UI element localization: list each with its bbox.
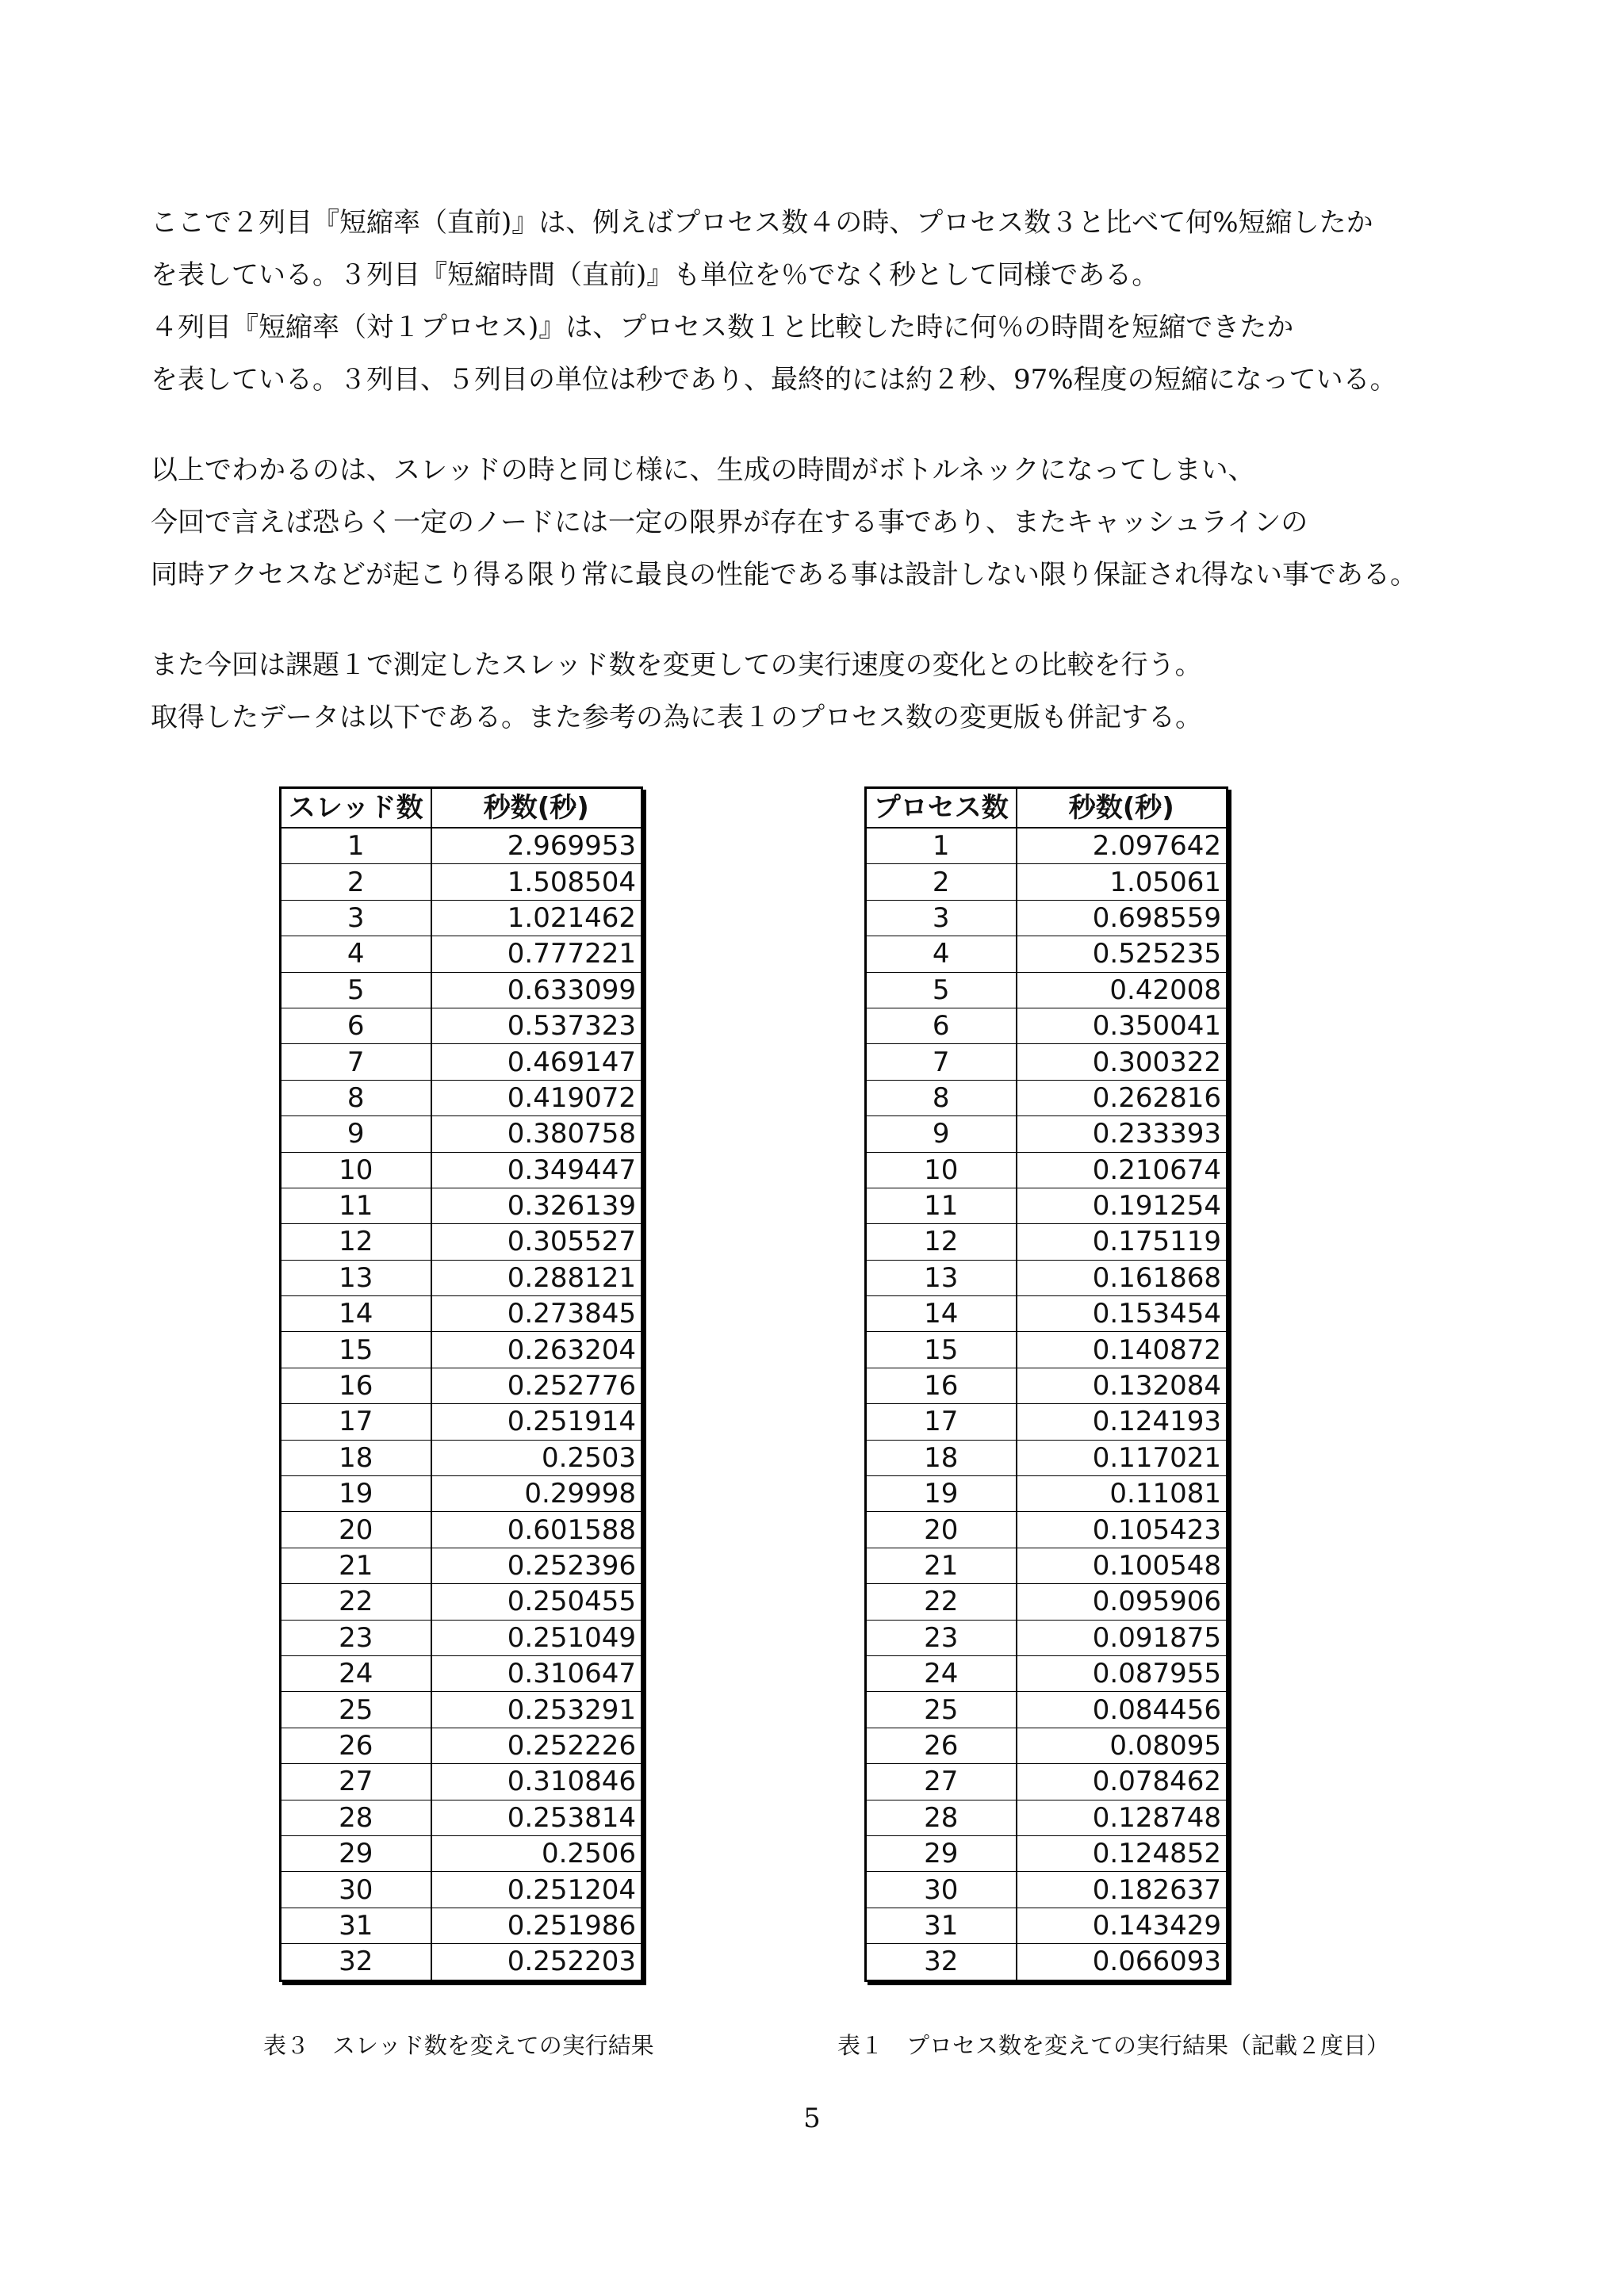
- table-row: [281, 1152, 642, 1188]
- count-cell: 10: [281, 1152, 431, 1188]
- seconds-cell: 0.310647: [431, 1655, 642, 1691]
- seconds-cell: 0.469147: [431, 1044, 642, 1080]
- table-row: [281, 1800, 642, 1835]
- seconds-cell: 0.084456: [1017, 1692, 1228, 1728]
- seconds-cell: 0.326139: [431, 1188, 642, 1223]
- seconds-cell: 0.263204: [431, 1332, 642, 1368]
- count-cell: 32: [866, 1944, 1017, 1980]
- table-row: [866, 972, 1228, 1008]
- text-line: ４列目『短縮率（対１プロセス)』は、プロセス数１と比較した時に何％の時間を短縮できたか: [151, 312, 1294, 343]
- text-line: 以上でわかるのは、スレッドの時と同じ様に、生成の時間がボトルネックになってしまい、: [151, 454, 1255, 486]
- seconds-cell: 0.105423: [1017, 1512, 1228, 1548]
- table-row: [281, 1908, 642, 1943]
- count-cell: 12: [281, 1224, 431, 1260]
- seconds-cell: 0.698559: [1017, 900, 1228, 936]
- text-line: 取得したデータは以下である。また参考の為に表１のプロセス数の変更版も併記する。: [151, 702, 1202, 733]
- table-row: [281, 1260, 642, 1295]
- table-row: [866, 828, 1228, 864]
- count-cell: 9: [866, 1116, 1017, 1152]
- page-number: 5: [803, 2103, 821, 2134]
- process-count-table: [864, 786, 1228, 1982]
- count-cell: 22: [866, 1584, 1017, 1620]
- table-row: [281, 1944, 642, 1980]
- seconds-cell: 0.288121: [431, 1260, 642, 1295]
- seconds-cell: 0.349447: [431, 1152, 642, 1188]
- text-line: を表している。３列目『短縮時間（直前)』も単位を％でなく秒として同様である。: [151, 259, 1159, 291]
- table-row: [866, 1944, 1228, 1980]
- count-cell: 19: [281, 1476, 431, 1512]
- text-line: また今回は課題１で測定したスレッド数を変更しての実行速度の変化との比較を行う。: [151, 649, 1202, 681]
- count-cell: 23: [866, 1620, 1017, 1655]
- paragraph-bottleneck-discussion: [151, 444, 1515, 601]
- seconds-cell: 0.140872: [1017, 1332, 1228, 1368]
- seconds-cell: 0.143429: [1017, 1908, 1228, 1943]
- table-row: [281, 936, 642, 972]
- seconds-cell: 1.508504: [431, 864, 642, 900]
- table-row: [281, 1655, 642, 1691]
- seconds-cell: 1.021462: [431, 900, 642, 936]
- count-cell: 28: [866, 1800, 1017, 1835]
- seconds-cell: 0.250455: [431, 1584, 642, 1620]
- seconds-cell: 0.525235: [1017, 936, 1228, 972]
- seconds-cell: 0.42008: [1017, 972, 1228, 1008]
- table-row: [281, 1692, 642, 1728]
- table-row: [866, 1835, 1228, 1871]
- count-cell: 14: [866, 1296, 1017, 1332]
- count-cell: 16: [866, 1368, 1017, 1403]
- text-line: を表している。３列目、５列目の単位は秒であり、最終的には約２秒、97%程度の短縮になっている。: [151, 364, 1397, 396]
- count-cell: 18: [866, 1440, 1017, 1475]
- column-header-seconds: 秒数(秒): [431, 788, 642, 828]
- count-cell: 29: [866, 1835, 1017, 1871]
- seconds-cell: 0.117021: [1017, 1440, 1228, 1475]
- seconds-cell: 0.777221: [431, 936, 642, 972]
- table-row: [866, 1692, 1228, 1728]
- seconds-cell: 1.05061: [1017, 864, 1228, 900]
- table-row: [866, 1908, 1228, 1943]
- table-row: [866, 1655, 1228, 1691]
- table-row: [866, 1080, 1228, 1115]
- seconds-cell: 0.182637: [1017, 1872, 1228, 1908]
- table-row: [866, 936, 1228, 972]
- count-cell: 5: [866, 972, 1017, 1008]
- table-row: [281, 1764, 642, 1800]
- table-row: [281, 864, 642, 900]
- count-cell: 18: [281, 1440, 431, 1475]
- seconds-cell: 0.252203: [431, 1944, 642, 1980]
- table-row: [281, 828, 642, 864]
- seconds-cell: 0.273845: [431, 1296, 642, 1332]
- seconds-cell: 0.419072: [431, 1080, 642, 1115]
- seconds-cell: 0.087955: [1017, 1655, 1228, 1691]
- table-row: [281, 1224, 642, 1260]
- count-cell: 8: [866, 1080, 1017, 1115]
- count-cell: 1: [281, 828, 431, 864]
- count-cell: 2: [281, 864, 431, 900]
- seconds-cell: 0.305527: [431, 1224, 642, 1260]
- count-cell: 26: [866, 1728, 1017, 1763]
- count-cell: 5: [281, 972, 431, 1008]
- table-row: [866, 1044, 1228, 1080]
- count-cell: 17: [281, 1404, 431, 1440]
- seconds-cell: 0.233393: [1017, 1116, 1228, 1152]
- count-cell: 21: [281, 1548, 431, 1583]
- table-row: [866, 1296, 1228, 1332]
- seconds-cell: 0.253291: [431, 1692, 642, 1728]
- column-header-thread-count: スレッド数: [281, 788, 431, 828]
- table-row: [281, 1835, 642, 1871]
- table-row: [281, 1440, 642, 1475]
- count-cell: 1: [866, 828, 1017, 864]
- table-row: [866, 1368, 1228, 1403]
- table-row: [281, 1080, 642, 1115]
- count-cell: 11: [866, 1188, 1017, 1223]
- table-row: [866, 1224, 1228, 1260]
- count-cell: 6: [866, 1008, 1017, 1043]
- seconds-cell: 0.095906: [1017, 1584, 1228, 1620]
- paragraph-reduction-explanation: [151, 197, 1515, 406]
- count-cell: 27: [866, 1764, 1017, 1800]
- seconds-cell: 0.210674: [1017, 1152, 1228, 1188]
- count-cell: 31: [281, 1908, 431, 1943]
- count-cell: 13: [281, 1260, 431, 1295]
- table-row: [866, 1548, 1228, 1583]
- count-cell: 6: [281, 1008, 431, 1043]
- count-cell: 25: [281, 1692, 431, 1728]
- count-cell: 8: [281, 1080, 431, 1115]
- count-cell: 11: [281, 1188, 431, 1223]
- seconds-cell: 0.091875: [1017, 1620, 1228, 1655]
- count-cell: 7: [866, 1044, 1017, 1080]
- table-row: [866, 1440, 1228, 1475]
- column-header-process-count: プロセス数: [866, 788, 1017, 828]
- text-line: 同時アクセスなどが起こり得る限り常に最良の性能である事は設計しない限り保証され得ない事である。: [151, 559, 1417, 591]
- count-cell: 10: [866, 1152, 1017, 1188]
- seconds-cell: 0.310846: [431, 1764, 642, 1800]
- table-row: [866, 1008, 1228, 1043]
- table-row: [866, 1260, 1228, 1295]
- seconds-cell: 0.251914: [431, 1404, 642, 1440]
- count-cell: 15: [281, 1332, 431, 1368]
- seconds-cell: 0.2506: [431, 1835, 642, 1871]
- table-row: [281, 1584, 642, 1620]
- table-row: [281, 1404, 642, 1440]
- table-row: [866, 1476, 1228, 1512]
- seconds-cell: 0.08095: [1017, 1728, 1228, 1763]
- table-row: [281, 1116, 642, 1152]
- count-cell: 22: [281, 1584, 431, 1620]
- count-cell: 4: [281, 936, 431, 972]
- count-cell: 26: [281, 1728, 431, 1763]
- table-row: [866, 1512, 1228, 1548]
- seconds-cell: 0.191254: [1017, 1188, 1228, 1223]
- table-row: [866, 1116, 1228, 1152]
- table-row: [866, 1332, 1228, 1368]
- count-cell: 17: [866, 1404, 1017, 1440]
- table-caption-thread: 表３ スレッド数を変えての実行結果: [263, 2032, 654, 2059]
- count-cell: 21: [866, 1548, 1017, 1583]
- seconds-cell: 0.11081: [1017, 1476, 1228, 1512]
- seconds-cell: 0.078462: [1017, 1764, 1228, 1800]
- count-cell: 23: [281, 1620, 431, 1655]
- count-cell: 9: [281, 1116, 431, 1152]
- table-row: [281, 1368, 642, 1403]
- count-cell: 30: [866, 1872, 1017, 1908]
- seconds-cell: 0.251049: [431, 1620, 642, 1655]
- seconds-cell: 0.29998: [431, 1476, 642, 1512]
- count-cell: 29: [281, 1835, 431, 1871]
- table-header-row: [866, 788, 1228, 828]
- count-cell: 13: [866, 1260, 1017, 1295]
- paragraph-comparison-intro: [151, 639, 1515, 744]
- seconds-cell: 0.633099: [431, 972, 642, 1008]
- table-caption-process: 表１ プロセス数を変えての実行結果（記載２度目）: [837, 2032, 1390, 2059]
- seconds-cell: 0.350041: [1017, 1008, 1228, 1043]
- table-row: [281, 1008, 642, 1043]
- text-line: 今回で言えば恐らく一定のノードには一定の限界が存在する事であり、またキャッシュラインの: [151, 507, 1308, 538]
- count-cell: 30: [281, 1872, 431, 1908]
- seconds-cell: 0.124852: [1017, 1835, 1228, 1871]
- count-cell: 4: [866, 936, 1017, 972]
- table-row: [866, 1764, 1228, 1800]
- table-row: [866, 864, 1228, 900]
- count-cell: 12: [866, 1224, 1017, 1260]
- seconds-cell: 0.251986: [431, 1908, 642, 1943]
- table-row: [866, 1872, 1228, 1908]
- table-row: [866, 1152, 1228, 1188]
- count-cell: 28: [281, 1800, 431, 1835]
- process-table-body: [866, 828, 1228, 1980]
- seconds-cell: 0.100548: [1017, 1548, 1228, 1583]
- table-row: [281, 1548, 642, 1583]
- count-cell: 24: [281, 1655, 431, 1691]
- seconds-cell: 0.262816: [1017, 1080, 1228, 1115]
- seconds-cell: 0.300322: [1017, 1044, 1228, 1080]
- count-cell: 19: [866, 1476, 1017, 1512]
- table-row: [866, 1584, 1228, 1620]
- count-cell: 31: [866, 1908, 1017, 1943]
- table-row: [866, 1404, 1228, 1440]
- table-row: [281, 1296, 642, 1332]
- table-row: [281, 1872, 642, 1908]
- seconds-cell: 0.128748: [1017, 1800, 1228, 1835]
- column-header-seconds: 秒数(秒): [1017, 788, 1228, 828]
- text-line: ここで２列目『短縮率（直前)』は、例えばプロセス数４の時、プロセス数３と比べて何%短縮したか: [151, 207, 1373, 239]
- count-cell: 3: [866, 900, 1017, 936]
- thread-count-table: [279, 786, 643, 1982]
- count-cell: 14: [281, 1296, 431, 1332]
- count-cell: 20: [281, 1512, 431, 1548]
- seconds-cell: 0.601588: [431, 1512, 642, 1548]
- table-row: [281, 1512, 642, 1548]
- table-row: [281, 1332, 642, 1368]
- count-cell: 24: [866, 1655, 1017, 1691]
- seconds-cell: 0.537323: [431, 1008, 642, 1043]
- count-cell: 15: [866, 1332, 1017, 1368]
- table-row: [281, 972, 642, 1008]
- seconds-cell: 0.175119: [1017, 1224, 1228, 1260]
- seconds-cell: 0.161868: [1017, 1260, 1228, 1295]
- seconds-cell: 0.124193: [1017, 1404, 1228, 1440]
- table-row: [281, 900, 642, 936]
- table-row: [281, 1620, 642, 1655]
- table-header-row: [281, 788, 642, 828]
- seconds-cell: 2.969953: [431, 828, 642, 864]
- seconds-cell: 0.252226: [431, 1728, 642, 1763]
- count-cell: 20: [866, 1512, 1017, 1548]
- seconds-cell: 2.097642: [1017, 828, 1228, 864]
- count-cell: 7: [281, 1044, 431, 1080]
- count-cell: 27: [281, 1764, 431, 1800]
- seconds-cell: 0.252396: [431, 1548, 642, 1583]
- count-cell: 3: [281, 900, 431, 936]
- count-cell: 16: [281, 1368, 431, 1403]
- count-cell: 25: [866, 1692, 1017, 1728]
- count-cell: 32: [281, 1944, 431, 1980]
- seconds-cell: 0.253814: [431, 1800, 642, 1835]
- table-row: [866, 1728, 1228, 1763]
- count-cell: 2: [866, 864, 1017, 900]
- table-row: [281, 1044, 642, 1080]
- table-row: [866, 1188, 1228, 1223]
- seconds-cell: 0.252776: [431, 1368, 642, 1403]
- seconds-cell: 0.380758: [431, 1116, 642, 1152]
- table-row: [866, 1800, 1228, 1835]
- seconds-cell: 0.066093: [1017, 1944, 1228, 1980]
- seconds-cell: 0.2503: [431, 1440, 642, 1475]
- seconds-cell: 0.153454: [1017, 1296, 1228, 1332]
- table-row: [866, 900, 1228, 936]
- seconds-cell: 0.132084: [1017, 1368, 1228, 1403]
- table-row: [866, 1620, 1228, 1655]
- table-row: [281, 1188, 642, 1223]
- thread-table-body: [281, 828, 642, 1980]
- table-row: [281, 1728, 642, 1763]
- seconds-cell: 0.251204: [431, 1872, 642, 1908]
- table-row: [281, 1476, 642, 1512]
